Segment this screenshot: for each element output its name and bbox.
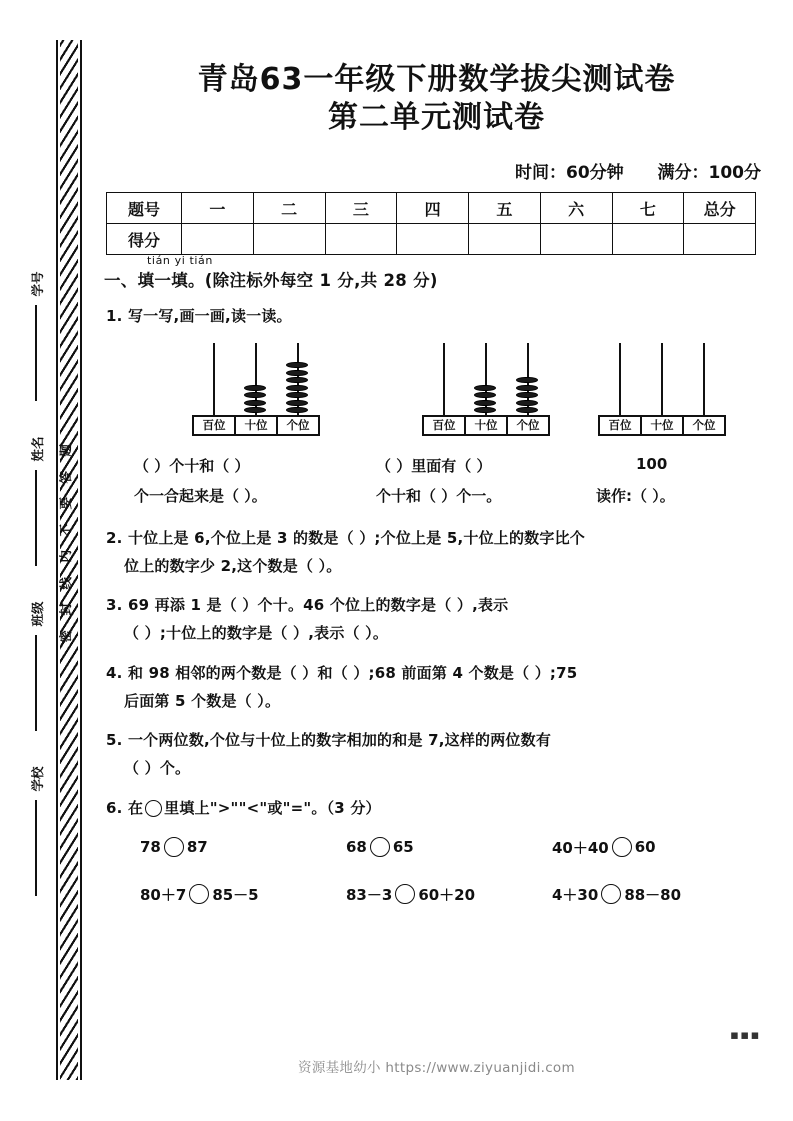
bead bbox=[516, 407, 538, 413]
score-table-row-header-1: 得分 bbox=[107, 224, 182, 255]
comparison-item-3-left: 80＋7 bbox=[140, 885, 187, 904]
abacus-3-rod-tens bbox=[661, 343, 663, 415]
q1-blank-a1[interactable]: （ ）个十和（ ） bbox=[134, 456, 250, 475]
score-table-col-4: 五 bbox=[469, 193, 541, 224]
question-2 bbox=[106, 525, 773, 581]
comparison-item-4-right: 60＋20 bbox=[418, 885, 476, 904]
question-6-comparison-grid bbox=[140, 837, 760, 905]
page-subtitle: 第二单元测试卷 bbox=[328, 99, 545, 135]
field-student-id-blank[interactable] bbox=[35, 305, 37, 401]
seal-char-6: 封 bbox=[57, 603, 73, 616]
abacus-2 bbox=[422, 343, 550, 436]
abacus-1-place-ones: 个位 bbox=[286, 417, 310, 432]
question-5 bbox=[106, 727, 773, 783]
question-3-line-2-text: （ ）;十位上的数字是（ ）,表示（ ）。 bbox=[124, 624, 389, 643]
field-school bbox=[22, 766, 52, 792]
seal-char-1: 答 bbox=[57, 470, 73, 484]
seal-char-3: 不 bbox=[57, 523, 73, 537]
score-cell-2[interactable] bbox=[325, 224, 397, 255]
question-2-line-1: 2. 十位上是 6,个位上是 3 的数是（ ）;个位上是 5,十位上的数字比个 bbox=[106, 528, 585, 547]
field-name bbox=[22, 436, 52, 462]
bead bbox=[286, 400, 308, 406]
exam-meta bbox=[100, 158, 773, 183]
table-row-question-numbers bbox=[107, 193, 756, 224]
question-2-line-2-text: 位上的数字少 2,这个数是（ ）。 bbox=[124, 556, 342, 575]
comparison-item-4-left: 83－3 bbox=[346, 885, 393, 904]
field-school-blank[interactable] bbox=[35, 800, 37, 896]
abacus-3-rod-ones bbox=[703, 343, 705, 415]
abacus-3-place-frame bbox=[598, 415, 726, 436]
score-table-col-6: 七 bbox=[612, 193, 684, 224]
field-class-label: 班级 bbox=[30, 601, 45, 627]
bead bbox=[286, 370, 308, 376]
title-block bbox=[100, 0, 773, 136]
question-2-line-2 bbox=[106, 553, 773, 581]
field-school-label: 学校 bbox=[30, 766, 45, 792]
exam-total-label: 满分：100分 bbox=[657, 163, 761, 184]
question-6-prompt-before: 6. 在 bbox=[106, 798, 144, 817]
bead bbox=[286, 362, 308, 368]
abacus-1-rod-hundreds bbox=[213, 343, 215, 415]
q1-blank-b1[interactable]: （ ）里面有（ ） bbox=[376, 456, 492, 475]
section-one-heading: 一、填一填。(除注标外每空 1 分,共 28 分) bbox=[104, 271, 438, 291]
seal-inner-text bbox=[52, 430, 80, 656]
score-table-col-5: 六 bbox=[540, 193, 612, 224]
bead bbox=[516, 377, 538, 383]
bead bbox=[244, 400, 266, 406]
abacus-2-rod-hundreds bbox=[443, 343, 445, 415]
question-1-prompt: 1. 写一写,画一画,读一读。 bbox=[106, 307, 292, 326]
comparison-item-3-right: 85－5 bbox=[212, 885, 259, 904]
question-6-prompt-after: 里填上">""<"或"="。（3 分） bbox=[164, 798, 381, 817]
bead bbox=[244, 407, 266, 413]
student-info-fields bbox=[22, 271, 52, 915]
comparison-item-0-right: 87 bbox=[186, 838, 208, 857]
score-table-col-3: 四 bbox=[397, 193, 469, 224]
abacus-3-place-ones: 个位 bbox=[692, 417, 716, 432]
comparison-circle-3[interactable] bbox=[189, 884, 209, 904]
exam-paper bbox=[100, 0, 773, 1121]
score-cell-7[interactable] bbox=[684, 224, 756, 255]
score-cell-0[interactable] bbox=[182, 224, 254, 255]
question-4-line-2 bbox=[106, 688, 773, 716]
bead bbox=[244, 392, 266, 398]
bead bbox=[516, 392, 538, 398]
abacus-2-beads-tens bbox=[474, 385, 496, 415]
abacus-3-rods bbox=[598, 343, 726, 415]
field-class-blank[interactable] bbox=[35, 635, 37, 731]
comparison-item-2[interactable] bbox=[552, 837, 758, 858]
score-cell-6[interactable] bbox=[612, 224, 684, 255]
abacus-1-place-tens: 十位 bbox=[236, 417, 278, 434]
corner-dots-marker: ▪▪▪ bbox=[730, 1028, 761, 1043]
field-name-blank[interactable] bbox=[35, 470, 37, 566]
page-title: 青岛63一年级下册数学拔尖测试卷 bbox=[197, 62, 676, 97]
bead bbox=[474, 407, 496, 413]
circle-icon bbox=[145, 800, 162, 817]
q1-blank-a2[interactable]: 个一合起来是（ ）。 bbox=[134, 486, 267, 505]
bead bbox=[474, 400, 496, 406]
comparison-item-5-right: 88－80 bbox=[624, 885, 682, 904]
q1-blank-b2[interactable]: 个十和（ ）个一。 bbox=[376, 486, 502, 505]
bead bbox=[244, 385, 266, 391]
question-1-answer-lines bbox=[106, 455, 773, 513]
question-5-line-1: 5. 一个两位数,个位与十位上的数字相加的和是 7,这样的两位数有 bbox=[106, 731, 552, 750]
bead bbox=[286, 407, 308, 413]
question-5-line-2 bbox=[106, 755, 773, 783]
abacus-3 bbox=[598, 343, 726, 436]
seal-line-band bbox=[0, 0, 100, 1121]
field-student-id bbox=[22, 271, 52, 297]
abacus-3-place-tens: 十位 bbox=[642, 417, 684, 434]
seal-char-4: 内 bbox=[57, 550, 73, 563]
comparison-circle-5[interactable] bbox=[601, 884, 621, 904]
abacus-1-place-hundreds: 百位 bbox=[194, 417, 236, 434]
comparison-row-2 bbox=[140, 884, 760, 905]
question-4-line-2-text: 后面第 5 个数是（ ）。 bbox=[124, 691, 281, 710]
question-3-line-1: 3. 69 再添 1 是（ ）个十。46 个位上的数字是（ ）,表示 bbox=[106, 596, 509, 615]
abacus-3-rod-hundreds bbox=[619, 343, 621, 415]
abacus-1 bbox=[192, 343, 320, 436]
abacus-2-rods bbox=[422, 343, 550, 415]
comparison-circle-0[interactable] bbox=[164, 837, 184, 857]
score-cell-5[interactable] bbox=[540, 224, 612, 255]
comparison-item-3[interactable] bbox=[140, 884, 346, 905]
seal-char-0: 题 bbox=[57, 444, 73, 457]
bead bbox=[474, 392, 496, 398]
comparison-item-1-left: 68 bbox=[346, 838, 367, 857]
score-table-col-2: 三 bbox=[325, 193, 397, 224]
abacus-1-beads-ones bbox=[286, 362, 308, 415]
score-table-row-header-0: 题号 bbox=[107, 193, 182, 224]
abacus-2-place-hundreds: 百位 bbox=[424, 417, 466, 434]
abacus-1-place-frame bbox=[192, 415, 320, 436]
seal-rule-right bbox=[80, 40, 82, 1080]
seal-char-5: 线 bbox=[57, 576, 73, 590]
comparison-item-5[interactable] bbox=[552, 884, 758, 905]
question-4 bbox=[106, 660, 773, 716]
abacus-2-place-tens: 十位 bbox=[466, 417, 508, 434]
field-class bbox=[22, 601, 52, 627]
comparison-item-1-right: 65 bbox=[392, 838, 414, 857]
abacus-3-place-hundreds: 百位 bbox=[600, 417, 642, 434]
comparison-item-2-left: 40＋40 bbox=[552, 838, 609, 857]
question-6-prompt bbox=[106, 795, 773, 823]
table-row-scores bbox=[107, 224, 756, 255]
bead bbox=[286, 392, 308, 398]
comparison-circle-4[interactable] bbox=[395, 884, 415, 904]
abacus-2-place-frame bbox=[422, 415, 550, 436]
score-table-col-7: 总分 bbox=[684, 193, 756, 224]
score-cell-1[interactable] bbox=[253, 224, 325, 255]
bead bbox=[516, 400, 538, 406]
score-cell-4[interactable] bbox=[469, 224, 541, 255]
abacus-1-rods bbox=[192, 343, 320, 415]
abacus-2-beads-ones bbox=[516, 377, 538, 415]
bead bbox=[286, 377, 308, 383]
abacus-2-place-ones: 个位 bbox=[516, 417, 540, 432]
score-table-col-0: 一 bbox=[182, 193, 254, 224]
score-cell-3[interactable] bbox=[397, 224, 469, 255]
comparison-item-0[interactable] bbox=[140, 837, 346, 858]
question-5-line-2-text: （ ）个。 bbox=[124, 759, 191, 778]
comparison-circle-2[interactable] bbox=[612, 837, 632, 857]
bead bbox=[474, 385, 496, 391]
exam-time-label: 时间：60分钟 bbox=[514, 163, 624, 184]
comparison-item-0-left: 78 bbox=[140, 838, 161, 857]
footer-watermark: 资源基地幼小 https://www.ziyuanjidi.com bbox=[298, 1060, 575, 1076]
comparison-item-4[interactable] bbox=[346, 884, 552, 905]
comparison-circle-1[interactable] bbox=[370, 837, 390, 857]
section-one-pinyin: tián yi tián bbox=[147, 254, 213, 268]
question-3 bbox=[106, 592, 773, 648]
question-3-line-2 bbox=[106, 620, 773, 648]
comparison-item-2-right: 60 bbox=[634, 838, 656, 857]
seal-char-2: 要 bbox=[57, 497, 73, 510]
question-4-line-1: 4. 和 98 相邻的两个数是（ ）和（ ）;68 前面第 4 个数是（ ）;75 bbox=[106, 663, 578, 682]
abacus-1-beads-tens bbox=[244, 385, 266, 415]
q1-blank-c2[interactable]: 读作:（ ）。 bbox=[596, 486, 675, 505]
comparison-item-5-left: 4＋30 bbox=[552, 885, 599, 904]
bead bbox=[286, 385, 308, 391]
score-table-col-1: 二 bbox=[253, 193, 325, 224]
seal-char-7: 密 bbox=[57, 629, 73, 643]
comparison-row-1 bbox=[140, 837, 760, 858]
score-table bbox=[106, 192, 756, 255]
bead bbox=[516, 385, 538, 391]
abacus-diagram-row bbox=[100, 343, 773, 449]
field-student-id-label: 学号 bbox=[30, 271, 45, 297]
field-name-label: 姓名 bbox=[30, 436, 45, 462]
comparison-item-1[interactable] bbox=[346, 837, 552, 858]
q1-caption-100: 100 bbox=[636, 454, 668, 473]
